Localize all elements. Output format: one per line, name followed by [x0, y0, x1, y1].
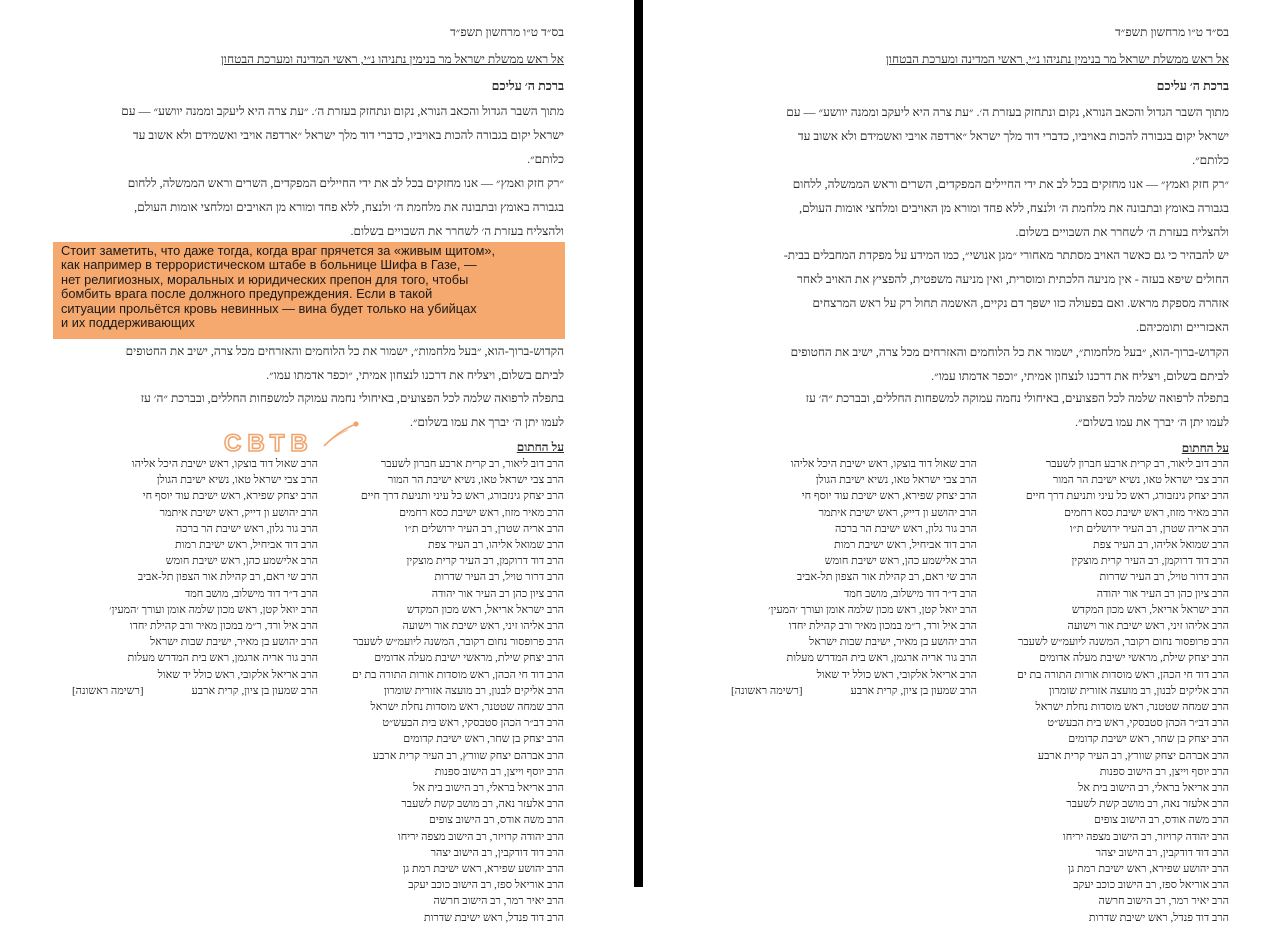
signatory-line: הרב אלעזר נאה, רב מושב קשת לשעבר — [401, 798, 564, 811]
signatory-line: הרב דוד דודקבין, רב הישוב יצהר — [1095, 846, 1229, 859]
paragraph-4 — [727, 340, 1229, 388]
signatory-line: הרב דוד חי הכהן, ראש מוסדות אורות התורה בת ים — [351, 668, 564, 681]
signatory-line: הרב אליהו זיני, ראש ישיבת אור וישועה — [1067, 620, 1229, 633]
paragraph-line: לעמו יתן ה׳ יברך את עמו בשלום״. — [409, 415, 564, 429]
signatory-line: הרב דב״ר הכהן סטבסקי, ראש בית הבעש״ט — [382, 717, 564, 730]
signatory-line: הרב ישראל אריאל, ראש מכון המקדש — [1071, 603, 1229, 616]
signatory-line: הרב דוד אביחיל, ראש ישיבת רמות — [833, 539, 977, 552]
signatories-column-2 — [72, 456, 318, 699]
signatory-line: הרב אליקים לבנון, רב מועצה אזורית שומרון — [383, 684, 564, 697]
overlay-line: и их поддерживающих — [61, 315, 195, 331]
signatory-line: הרב אברהם יצחק שוורץ, רב העיר קרית ארבע — [372, 749, 564, 762]
signatory-line: הרב שמחה שטטנר, ראש מוסדות נחלת ישראל — [1035, 701, 1229, 714]
signatory-line: הרב יהודה קרויזר, רב הישוב מצפה יריחו — [1062, 830, 1229, 843]
paragraph-1 — [727, 100, 1229, 172]
paragraph-line: כלותם״. — [1192, 153, 1229, 167]
signatory-line: הרב דרור טויל, רב העיר שדרות — [434, 571, 564, 584]
signatory-line: הרב אריאל בראלי, רב הישוב בית אל — [1078, 782, 1229, 795]
signatories-title: על החתום — [1181, 441, 1229, 455]
watermark-text: СВТВ — [224, 430, 314, 457]
right-document-page — [643, 0, 1280, 924]
signatory-text: הרב שמעון בן ציון, קרית ארבע — [191, 684, 318, 697]
paragraph-line: לביתם בשלום, ויצליח את דרכנו לנצחון אמיתי, ״וכפר אדמתו עמו״. — [931, 369, 1229, 383]
signatory-line: הרב ציון כהן רב העיר אור יהודה — [431, 587, 564, 600]
signatory-line: הרב אריה שטרן, רב העיר ירושלים ת״ו — [404, 522, 564, 535]
signatory-line: הרב דוד אביחיל, ראש ישיבת רמות — [174, 539, 318, 552]
paragraph-line: בגבורה באומץ ובתבונה את מלחמת ה׳ ולנצח, ללא פחד ומורא מן האויבים ומלחצי אומות העולם, — [799, 201, 1229, 215]
paragraph-line: מתוך השבר הגדול והכאב הנורא, נקום ונתחזק בעזרת ה׳. ״עת צרה היא ליעקב וממנה יוושע״ — עם — [786, 105, 1229, 119]
paragraph-4 — [62, 339, 564, 387]
signatory-line: הרב יצחק שפירא, ראש ישיבת עוד יוסף חי — [801, 490, 977, 503]
signatory-line: הרב גור גלון, ראש ישיבת הר ברכה — [175, 522, 318, 535]
signatory-line: הרב דוד דרוקמן, רב העיר קרית מוצקין — [1071, 555, 1229, 568]
signatory-line: הרב אריאל אלקובי, ראש כולל יד שאול — [157, 668, 318, 681]
signatory-line: הרב דוד דודקבין, רב הישוב יצהר — [430, 846, 564, 859]
signatory-line: הרב יהודה קרויזר, רב הישוב מצפה יריחו — [397, 830, 564, 843]
page-divider — [634, 0, 643, 887]
signatory-line: הרב דב״ר הכהן סטבסקי, ראש בית הבעש״ט — [1047, 717, 1229, 730]
paragraph-line: ״רק חזק ואמץ״ — אנו מחזקים בכל לב את ידי החיילים המפקדים, השרים וראש הממשלה, ללחום — [127, 176, 564, 190]
signatory-line: הרב שי ראם, רב קהילת אור הצפון תל-אביב — [137, 571, 318, 584]
letter-date: בס״ד ט״ו מרחשון תשפ״ד — [1115, 25, 1229, 39]
signatories-column-1 — [1017, 456, 1229, 926]
signatory-line: הרב אריאל בראלי, רב הישוב בית אל — [413, 782, 564, 795]
signatory-line: הרב אליקים לבנון, רב מועצה אזורית שומרון — [1048, 684, 1229, 697]
signatory-line: הרב יהושע ון דייק, ראש ישיבת איתמר — [818, 506, 977, 519]
paragraph-5 — [727, 386, 1229, 434]
signatory-line: הרב דוד חי הכהן, ראש מוסדות אורות התורה בת ים — [1016, 668, 1229, 681]
signatory-line: הרב אלעזר נאה, רב מושב קשת לשעבר — [1066, 798, 1229, 811]
signatory-line: הרב ד״ר דוד מישלוב, מושב חמד — [844, 587, 977, 600]
paragraph-line: ולהצליח בעזרת ה׳ לשחרר את השבויים בשלום. — [350, 224, 564, 238]
paragraph-line: ולהצליח בעזרת ה׳ לשחרר את השבויים בשלום. — [1015, 225, 1229, 239]
signatory-line: הרב צבי ישראל טאו, נשיא ישיבת הגולן — [815, 474, 977, 487]
signatory-line: הרב אריה שטרן, רב העיר ירושלים ת״ו — [1069, 522, 1229, 535]
signatory-line: הרב יצחק בן שחר, ראש ישיבת קדומים — [403, 733, 564, 746]
signatory-text: הרב שמעון בן ציון, קרית ארבע — [850, 684, 977, 697]
signatory-line: הרב ציון כהן רב העיר אור יהודה — [1096, 587, 1229, 600]
signatory-line: הרב גור אריה ארגמן, ראש בית המדרש מעלות — [786, 652, 977, 665]
signatory-line: הרב יוסף וייצן, רב הישוב ספנות — [1099, 765, 1229, 778]
signatory-line: הרב אברהם יצחק שוורץ, רב העיר קרית ארבע — [1037, 749, 1229, 762]
signatory-line: הרב יהושע בן מאיר, ישיבת שבות ישראל — [150, 636, 318, 649]
paragraph-line: הקדוש-ברוך-הוא, ״בעל מלחמות״, ישמור את כל הלוחמים והאזרחים מכל צרה, ישיב את החטופים — [125, 344, 564, 358]
signatory-line: הרב יוסף וייצן, רב הישוב ספנות — [434, 765, 564, 778]
overlay-line: бомбить врага после должного предупреждения. Если в такой — [61, 286, 433, 302]
signatory-line: הרב משה אודס, רב הישוב צופים — [1093, 814, 1229, 827]
satellite-orbit-icon — [322, 420, 362, 450]
signatories-note: [רשימה ראשונה] — [731, 684, 803, 697]
signatory-line: הרב גור גלון, ראש ישיבת הר ברכה — [834, 522, 977, 535]
signatory-line: הרב שי ראם, רב קהילת אור הצפון תל-אביב — [796, 571, 977, 584]
signatory-line: הרב יצחק גינזבורג, ראש כל עיני ותניעת דרך חיים — [1025, 490, 1229, 503]
signatory-line — [72, 683, 318, 699]
signatory-line: הרב דוב ליאור, רב קרית ארבע חברון לשעבר — [380, 458, 564, 470]
signatory-line: הרב מאיר מזוז, ראש ישיבת כסא רחמים — [399, 506, 564, 519]
signatory-line: הרב דוד דרוקמן, רב העיר קרית מוצקין — [406, 555, 564, 568]
signatory-line: הרב צבי ישראל טאו, נשיא ישיבת הר המור — [1052, 474, 1229, 487]
signatory-line: הרב יהושע בן מאיר, ישיבת שבות ישראל — [809, 636, 977, 649]
signatory-line: הרב אלישמע כהן, ראש ישיבת חומש — [165, 555, 318, 568]
signatory-line: הרב דוד פנדל, ראש ישיבת שדרות — [423, 911, 564, 924]
paragraph-line: בתפלה לרפואה שלמה לכל הפצועים, באיחולי נחמה עמוקה למשפחות החללים, ובברכת ״ה׳ עז — [140, 391, 564, 405]
letter-addressee: אל ראש ממשלת ישראל מר בנימין נתניהו נ״י, ראשי המדינה ומערכת הבטחון — [220, 52, 564, 66]
signatory-line: הרב צבי ישראל טאו, נשיא ישיבת הגולן — [156, 474, 318, 487]
signatory-line: הרב אריאל אלקובי, ראש כולל יד שאול — [816, 668, 977, 681]
signatory-line: הרב שמואל אליהו, רב העיר צפת — [428, 539, 564, 552]
paragraph-line: ישראל יקום בגבורה להכות באויביו, כדברי דוד מלך ישראל ״ארדפה אויבי ואשמידם ולא אשוב עד — [132, 128, 564, 142]
signatory-line: הרב איל ורד, ר״מ במכון מאיר ורב קהילת יחדו — [129, 620, 318, 633]
signatory-line: הרב משה אודס, רב הישוב צופים — [428, 814, 564, 827]
signatory-line: הרב יהושע ון דייק, ראש ישיבת איתמר — [159, 506, 318, 519]
paragraph-line: החולים שיפא בעזה - אין מניעה הלכתית ומוסרית, ואין מניעה משפטית, להפציץ את האויב לאחר — [797, 272, 1229, 286]
letter-greeting: ברכת ה׳ עליכם — [1156, 79, 1229, 93]
signatory-line — [731, 683, 977, 699]
signatory-line: הרב יהושע שפירא, ראש ישיבת רמת גן — [402, 863, 564, 876]
translation-overlay — [53, 242, 565, 339]
signatory-line: הרב אלישמע כהן, ראש ישיבת חומש — [824, 555, 977, 568]
signatories-column-1 — [352, 456, 564, 926]
paragraph-line: בגבורה באומץ ובתבונה את מלחמת ה׳ ולנצח, ללא פחד ומורא מן האויבים ומלחצי אומות העולם, — [134, 200, 564, 214]
signatory-line: הרב יצחק שילת, מראשי ישיבת מעלה אדומים — [374, 652, 564, 665]
paragraph-line: כלותם״. — [527, 152, 564, 166]
signatory-line: הרב שאול דוד בוצקו, ראש ישיבת היכל אליהו — [790, 458, 977, 470]
signatory-line: הרב מאיר מזוז, ראש ישיבת כסא רחמים — [1064, 506, 1229, 519]
paragraph-2 — [62, 171, 564, 243]
signatory-line: הרב פרופסור נחום רקובר, המשנה ליועמ״ש לשעבר — [352, 636, 564, 649]
signatory-line: הרב יאיר רמר, רב הישוב חרשה — [433, 895, 564, 908]
paragraph-line: האכזריים ותומכיהם. — [1136, 320, 1229, 334]
signatory-line: הרב אליהו זיני, ראש ישיבת אור וישועה — [402, 620, 564, 633]
paragraph-line: בתפלה לרפואה שלמה לכל הפצועים, באיחולי נחמה עמוקה למשפחות החללים, ובברכת ״ה׳ עז — [805, 391, 1229, 405]
signatories-column-2 — [731, 456, 977, 699]
letter-date: בס״ד ט״ו מרחשון תשפ״ד — [450, 25, 564, 39]
paragraph-line: לביתם בשלום, ויצליח את דרכנו לנצחון אמיתי, ״וכפר אדמתו עמו״. — [266, 368, 564, 382]
signatory-line: הרב יצחק גינזבורג, ראש כל עיני ותניעת דרך חיים — [360, 490, 564, 503]
signatories-note: [רשימה ראשונה] — [72, 684, 144, 697]
overlay-line: нет религиозных, моральных и юридических препон для того, чтобы — [61, 271, 469, 287]
signatory-line: הרב אוריאל ספז, רב הישוב כוכב יעקב — [408, 879, 564, 892]
signatory-line: הרב שמחה שטטנר, ראש מוסדות נחלת ישראל — [370, 701, 564, 714]
paragraph-1 — [62, 99, 564, 171]
signatory-line: הרב שמואל אליהו, רב העיר צפת — [1093, 539, 1229, 552]
paragraph-line: לעמו יתן ה׳ יברך את עמו בשלום״. — [1074, 415, 1229, 429]
paragraph-line: מתוך השבר הגדול והכאב הנורא, נקום ונתחזק בעזרת ה׳. ״עת צרה היא ליעקב וממנה יוושע״ — עם — [121, 104, 564, 118]
paragraph-line: ״רק חזק ואמץ״ — אנו מחזקים בכל לב את ידי החיילים המפקדים, השרים וראש הממשלה, ללחום — [792, 177, 1229, 191]
signatory-line: הרב יואל קטן, ראש מכון שלמה אומן ועורך ׳המעין׳ — [109, 603, 318, 616]
signatory-line: הרב אוריאל ספז, רב הישוב כוכב יעקב — [1073, 879, 1229, 892]
signatory-line: הרב איל ורד, ר״מ במכון מאיר ורב קהילת יחדו — [788, 620, 977, 633]
signatory-line: הרב יצחק שילת, מראשי ישיבת מעלה אדומים — [1039, 652, 1229, 665]
paragraph-line: יש להבהיר כי גם כאשר האויב מסתתר מאחורי ״מגן אנושי״, כמו המידע על מפקדת המחבלים בבית- — [783, 248, 1229, 262]
overlay-line: Стоит заметить, что даже тогда, когда враг прячется за «живым щитом», — [61, 243, 496, 258]
overlay-line: как например в террористическом штабе в больнице Шифа в Газе, — — [61, 257, 477, 273]
left-document-page — [0, 0, 634, 924]
signatory-line: הרב יצחק בן שחר, ראש ישיבת קדומים — [1068, 733, 1229, 746]
paragraph-line: ישראל יקום בגבורה להכות באויביו, כדברי דוד מלך ישראל ״ארדפה אויבי ואשמידם ולא אשוב עד — [797, 129, 1229, 143]
signatory-line: הרב פרופסור נחום רקובר, המשנה ליועמ״ש לשעבר — [1017, 636, 1229, 649]
signatory-line: הרב יואל קטן, ראש מכון שלמה אומן ועורך ׳המעין׳ — [768, 603, 977, 616]
signatories-title: על החתום — [516, 440, 564, 454]
overlay-line: ситуации прольётся кровь невинных — вина будет только на убийцах — [61, 300, 477, 316]
signatory-line: הרב ד״ר דוד מישלוב, מושב חמד — [185, 587, 318, 600]
signatory-line: הרב ישראל אריאל, ראש מכון המקדש — [406, 603, 564, 616]
signatory-line: הרב דוב ליאור, רב קרית ארבע חברון לשעבר — [1045, 458, 1229, 470]
signatory-line: הרב יצחק שפירא, ראש ישיבת עוד יוסף חי — [142, 490, 318, 503]
paragraph-line: אזהרה מספקת מראש. ואם בפעולה כזו ישפך דם נקיים, האשמה תחול רק על ראש המרצחים — [812, 296, 1229, 310]
signatory-line: הרב יהושע שפירא, ראש ישיבת רמת גן — [1067, 863, 1229, 876]
paragraph-3 — [727, 243, 1229, 339]
watermark-logo — [224, 426, 364, 460]
signatory-line: הרב דוד פנדל, ראש ישיבת שדרות — [1088, 911, 1229, 924]
letter-greeting: ברכת ה׳ עליכם — [491, 79, 564, 93]
paragraph-line: הקדוש-ברוך-הוא, ״בעל מלחמות״, ישמור את כל הלוחמים והאזרחים מכל צרה, ישיב את החטופים — [790, 345, 1229, 359]
signatory-line: הרב צבי ישראל טאו, נשיא ישיבת הר המור — [387, 474, 564, 487]
signatory-line: הרב יאיר רמר, רב הישוב חרשה — [1098, 895, 1229, 908]
letter-addressee: אל ראש ממשלת ישראל מר בנימין נתניהו נ״י, ראשי המדינה ומערכת הבטחון — [885, 52, 1229, 66]
signatory-line: הרב דרור טויל, רב העיר שדרות — [1099, 571, 1229, 584]
signatory-line: הרב שאול דוד בוצקו, ראש ישיבת היכל אליהו — [131, 458, 318, 470]
paragraph-2 — [727, 172, 1229, 244]
signatory-line: הרב גור אריה ארגמן, ראש בית המדרש מעלות — [127, 652, 318, 665]
